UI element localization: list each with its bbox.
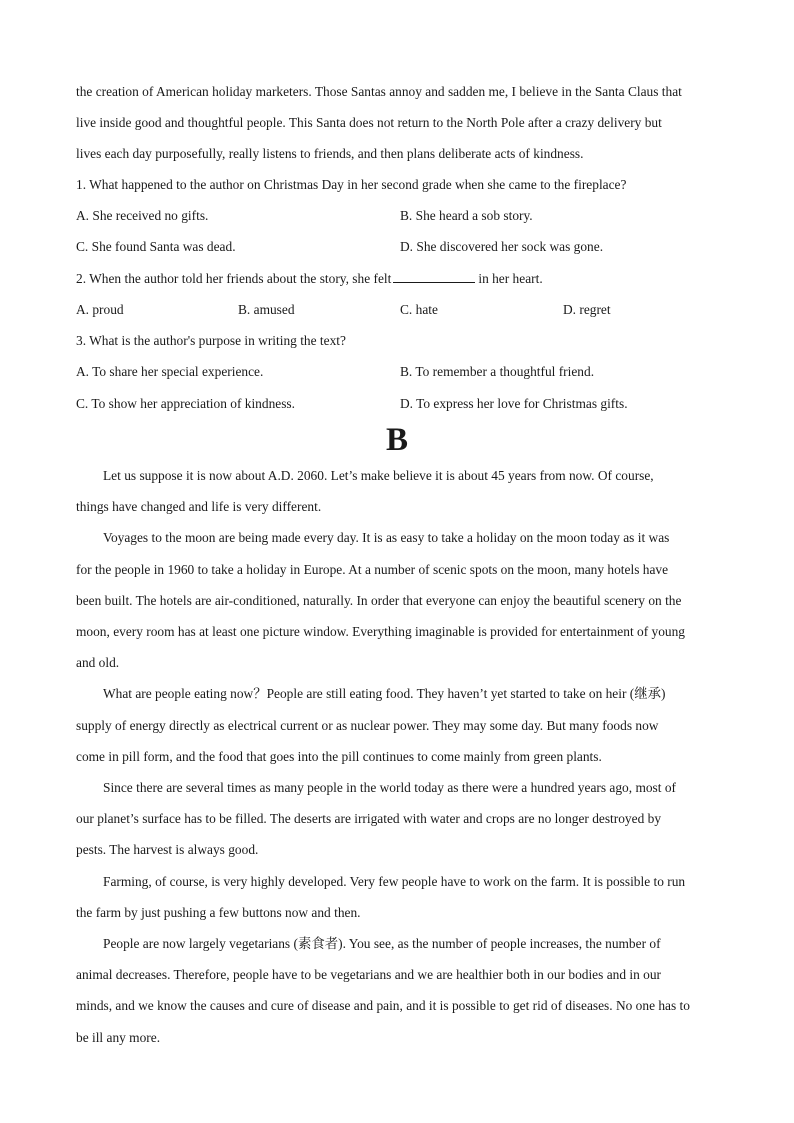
passage-b-line: our planet’s surface has to be filled. The deserts are irrigated with water and crops are no longer destroyed by [76, 811, 662, 826]
question-2-option-d: D. regret [563, 302, 611, 317]
passage-a-line: the creation of American holiday marketers. Those Santas annoy and sadden me, I believe in the Santa Claus that [76, 84, 682, 99]
question-3-option-a: A. To share her special experience. [76, 364, 264, 379]
passage-b-line: Since there are several times as many people in the world today as there were a hundred years ago, most of [103, 780, 676, 795]
question-2-option-a: A. proud [76, 302, 124, 317]
question-2-option-b: B. amused [238, 302, 295, 317]
passage-b-line: pests. The harvest is always good. [76, 842, 259, 857]
passage-b-line: moon, every room has at least one picture window. Everything imaginable is provided for entertainment of young [76, 624, 685, 639]
passage-b-line: Let us suppose it is now about A.D. 2060. Let’s make believe it is about 45 years from now. Of course, [103, 468, 654, 483]
question-2-option-c: C. hate [400, 302, 438, 317]
question-3: 3. What is the author's purpose in writing the text? [76, 333, 346, 348]
passage-b-line: supply of energy directly as electrical current or as nuclear power. They may some day. But many foods now [76, 718, 659, 733]
passage-b-line: People are now largely vegetarians (素食者). You see, as the number of people increases, the number of [103, 936, 661, 951]
question-3-option-d: D. To express her love for Christmas gifts. [400, 396, 628, 411]
question-2-text: 2. When the author told her friends about the story, she felt [76, 271, 392, 286]
question-2 [76, 270, 543, 287]
question-2-text-end: in her heart. [478, 271, 543, 286]
passage-b-line: been built. The hotels are air-conditioned, naturally. In order that everyone can enjoy the beautiful scenery on the [76, 593, 682, 608]
passage-a-line: lives each day purposefully, really listens to friends, and then plans deliberate acts of kindness. [76, 146, 584, 161]
passage-b-line: come in pill form, and the food that goes into the pill continues to come mainly from green plants. [76, 749, 602, 764]
question-3-option-b: B. To remember a thoughtful friend. [400, 364, 595, 379]
passage-b-line: Farming, of course, is very highly developed. Very few people have to work on the farm. It is possible to run [103, 874, 686, 889]
question-3-option-c: C. To show her appreciation of kindness. [76, 396, 295, 411]
question-1-option-a: A. She received no gifts. [76, 208, 209, 223]
passage-b-line: minds, and we know the causes and cure of disease and pain, and it is possible to get rid of diseases. No one has to [76, 998, 690, 1013]
question-1-option-c: C. She found Santa was dead. [76, 239, 236, 254]
section-heading: B [385, 422, 408, 458]
question-1: 1. What happened to the author on Christmas Day in her second grade when she came to the fireplace? [76, 177, 627, 192]
passage-b-line: and old. [76, 655, 120, 670]
passage-b-line: Voyages to the moon are being made every day. It is as easy to take a holiday on the moon today as it was [103, 530, 670, 545]
passage-b-line: be ill any more. [76, 1030, 161, 1045]
passage-b-line: for the people in 1960 to take a holiday in Europe. At a number of scenic spots on the moon, many hotels have [76, 562, 669, 577]
answer-blank [393, 270, 475, 283]
passage-b-line: things have changed and life is very different. [76, 499, 322, 514]
passage-b-line: What are people eating now？People are still eating food. They haven’t yet started to take on heir (继承) [103, 686, 666, 701]
question-1-option-b: B. She heard a sob story. [400, 208, 533, 223]
passage-b-line: animal decreases. Therefore, people have to be vegetarians and we are healthier both in our bodies and in our [76, 967, 661, 982]
passage-a-line: live inside good and thoughtful people. This Santa does not return to the North Pole after a crazy delivery but [76, 115, 662, 130]
question-1-option-d: D. She discovered her sock was gone. [400, 239, 604, 254]
passage-b-line: the farm by just pushing a few buttons now and then. [76, 905, 361, 920]
